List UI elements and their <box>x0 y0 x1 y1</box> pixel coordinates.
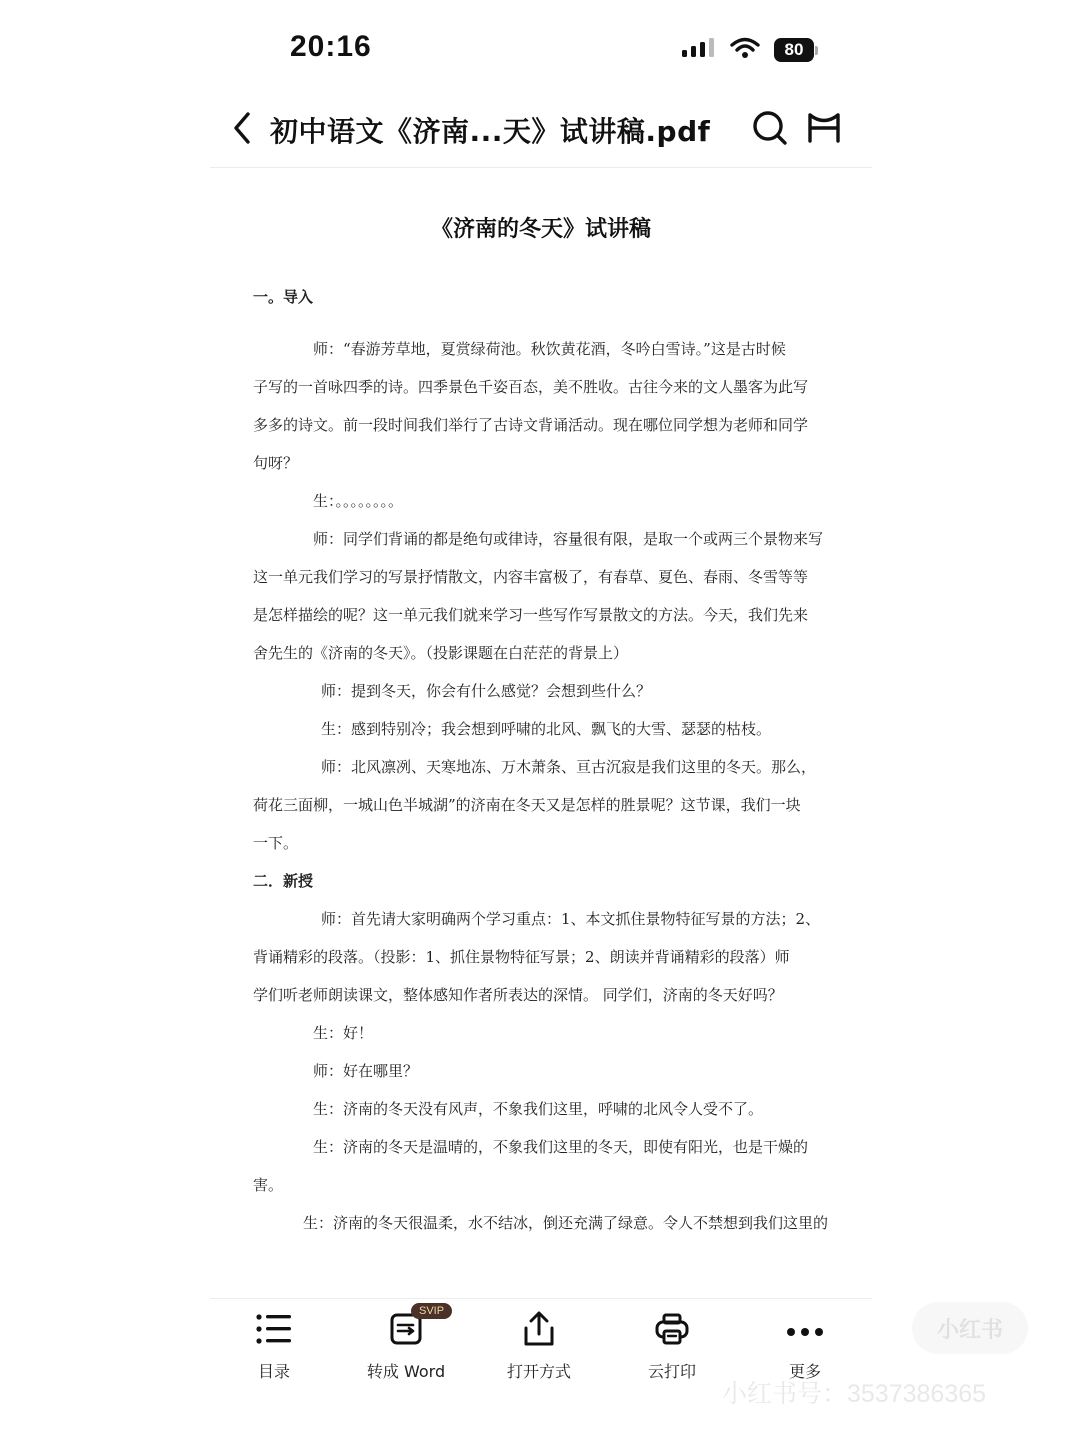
paragraph-line: 是怎样描绘的呢？这一单元我们就来学习一些写作写景散文的方法。今天，我们先来 <box>253 606 809 624</box>
svip-badge: SVIP <box>411 1303 452 1319</box>
watermark-logo: 小红书 <box>912 1302 1028 1354</box>
cloud-print-label: 云打印 <box>647 1362 696 1381</box>
document-heading: 《济南的冬天》试讲稿 <box>430 216 651 242</box>
convert-word-label: 转成 Word <box>366 1362 446 1381</box>
paragraph-line: 舍先生的《济南的冬天》。（投影课题在白茫茫的背景上） <box>253 644 629 662</box>
paragraph-line: 生：感到特别冷；我会想到呼啸的北风、飘飞的大雪、瑟瑟的枯枝。 <box>321 720 772 738</box>
section-heading: 一。导入 <box>253 288 314 306</box>
watermark-text: 小红书号：3537386365 <box>722 1380 987 1408</box>
paragraph-line: 师：提到冬天，你会有什么感觉？会想到些什么？ <box>321 682 652 700</box>
document-page <box>210 168 872 1296</box>
open-with-button[interactable] <box>484 1309 594 1389</box>
cloud-print-button[interactable] <box>617 1309 727 1389</box>
paragraph-line: 师：首先请大家明确两个学习重点：1、本文抓住景物特征写景的方法；2、 <box>321 910 821 928</box>
printer-icon <box>654 1312 690 1350</box>
paragraph-line: 师：北风凛冽、天寒地冻、万木萧条、亘古沉寂是我们这里的冬天。那么， <box>321 758 817 776</box>
status-icons <box>682 36 818 64</box>
paragraph-line: 师：“春游芳草地，夏赏绿荷池。秋饮黄花酒，冬吟白雪诗。”这是古时候 <box>313 340 786 358</box>
open-with-label: 打开方式 <box>506 1362 571 1381</box>
paragraph-line: 师：好在哪里？ <box>313 1062 419 1080</box>
paragraph-line: 生：济南的冬天是温晴的，不象我们这里的冬天，即使有阳光，也是干燥的 <box>313 1138 809 1156</box>
menu-icon <box>807 112 841 148</box>
paragraph-line: 生：。。。。。。。。 <box>313 492 404 510</box>
document-title: 初中语文《济南...天》试讲稿.pdf <box>270 115 711 148</box>
back-button[interactable] <box>224 108 260 152</box>
convert-word-button[interactable] <box>351 1305 461 1389</box>
paragraph-line: 子写的一首咏四季的诗。四季景色千姿百态，美不胜收。古往今来的文人墨客为此写 <box>253 378 809 396</box>
nav-bar <box>210 96 872 168</box>
paragraph-line: 师：同学们背诵的都是绝句或律诗，容量很有限，是取一个或两三个景物来写 <box>313 530 824 548</box>
paragraph-line: 这一单元我们学习的写景抒情散文，内容丰富极了，有春草、夏色、春雨、冬雪等等 <box>253 568 809 586</box>
search-icon <box>751 109 789 151</box>
signal-icon <box>682 37 716 63</box>
list-icon <box>256 1313 292 1349</box>
paragraph-line: 荷花三面柳，一城山色半城湖”的济南在冬天又是怎样的胜景呢？这节课，我们一块 <box>253 796 801 814</box>
share-icon <box>522 1311 556 1351</box>
document-body <box>253 282 872 1246</box>
paragraph-line: 学们听老师朗读课文，整体感知作者所表达的深情。 同学们，济南的冬天好吗？ <box>253 986 783 1004</box>
toc-label: 目录 <box>257 1362 290 1381</box>
menu-button[interactable] <box>804 108 844 152</box>
status-bar <box>0 0 1080 96</box>
battery-level: 80 <box>774 38 814 62</box>
more-label: 更多 <box>788 1362 821 1381</box>
paragraph-line: 生：好！ <box>313 1024 374 1042</box>
search-button[interactable] <box>748 108 792 152</box>
wifi-icon <box>730 37 760 63</box>
bottom-toolbar <box>210 1298 872 1439</box>
battery-icon <box>774 38 818 62</box>
paragraph-line: 多多的诗文。前一段时间我们举行了古诗文背诵活动。现在哪位同学想为老师和同学 <box>253 416 809 434</box>
paragraph-line: 背诵精彩的段落。（投影：1、抓住景物特征写景；2、朗读并背诵精彩的段落）师 <box>253 948 790 966</box>
paragraph-line: 害。 <box>253 1176 284 1194</box>
toc-button[interactable] <box>219 1309 329 1389</box>
paragraph-line: 一下。 <box>253 834 299 852</box>
paragraph-line: 句呀？ <box>253 454 299 472</box>
more-icon <box>786 1322 824 1341</box>
section-heading: 二．新授 <box>253 872 314 890</box>
status-time: 20:16 <box>290 30 372 63</box>
chevron-left-icon <box>231 111 253 149</box>
paragraph-line: 生：济南的冬天很温柔，水不结冰，倒还充满了绿意。令人不禁想到我们这里的 <box>303 1214 829 1232</box>
paragraph-line: 生：济南的冬天没有风声，不象我们这里，呼啸的北风令人受不了。 <box>313 1100 764 1118</box>
